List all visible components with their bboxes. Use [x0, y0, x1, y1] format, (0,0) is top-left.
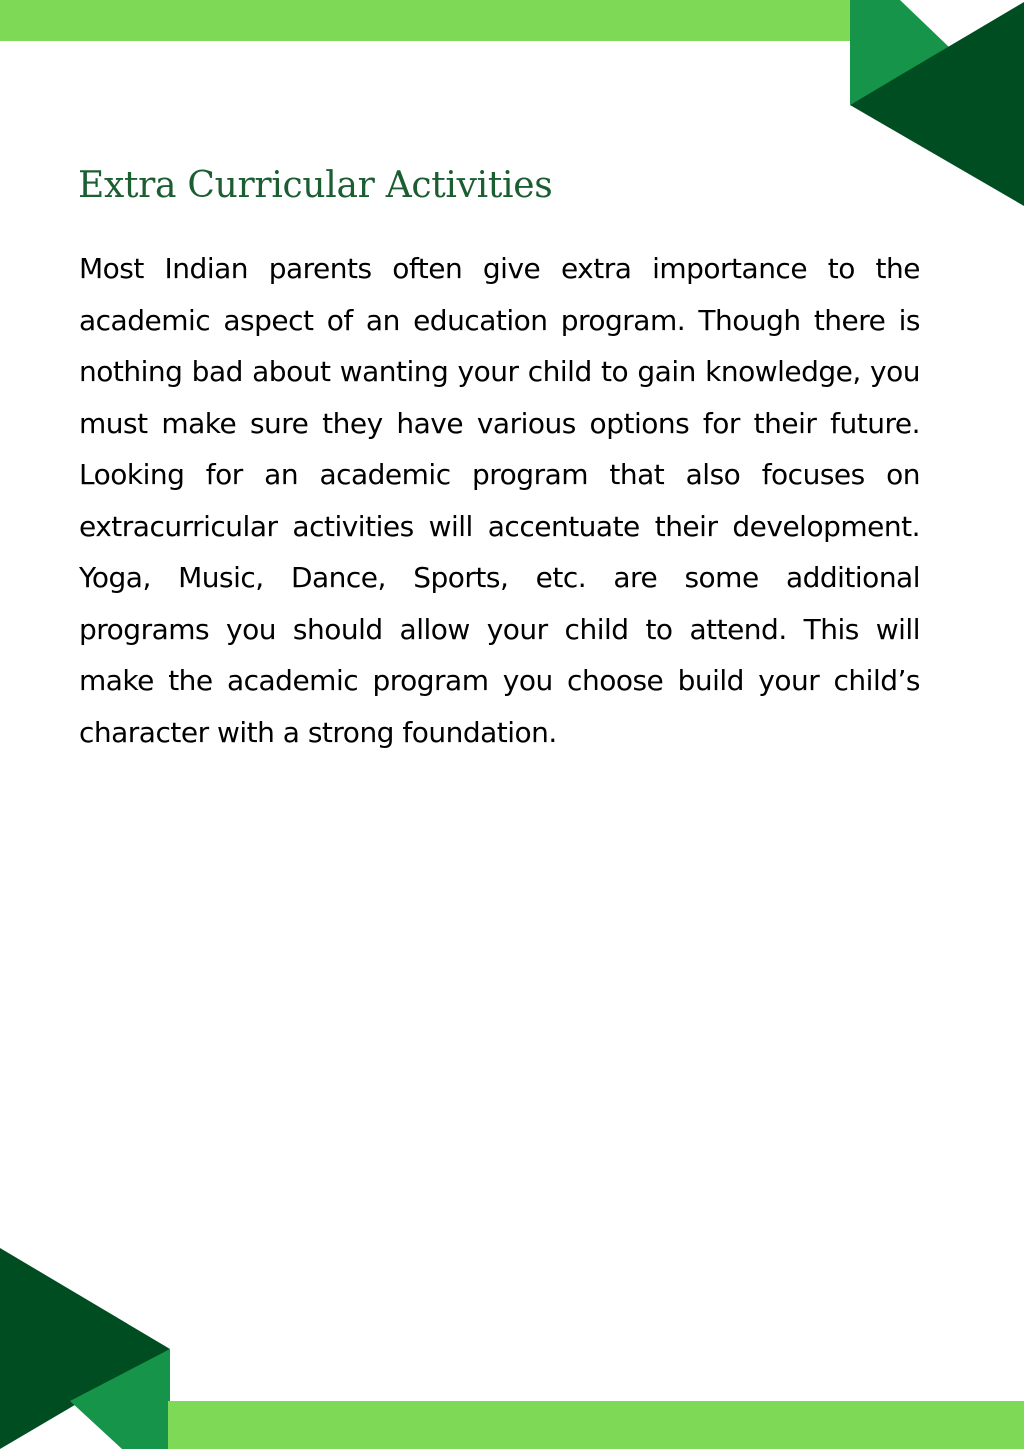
top-right-triangle-decoration: [850, 0, 1024, 210]
body-paragraph: Most Indian parents often give extra importance to the academic aspect of an education program. Though there is nothing bad about wanting your child to gain knowledge, you must make sure they have various options for their future. Looking for an academic program that also focuses on extracurricular activities will accentuate their development. Yoga, Music, Dance, Sports, etc. are some additional programs you should allow your child to attend. This will make the academic program you choose build your child’s character with a strong foundation.: [79, 252, 920, 749]
bottom-left-triangle-decoration: [0, 1248, 172, 1449]
top-accent-bar: [0, 0, 852, 41]
bottom-accent-bar: [168, 1401, 1024, 1449]
page-title: Extra Curricular Activities: [78, 165, 553, 206]
